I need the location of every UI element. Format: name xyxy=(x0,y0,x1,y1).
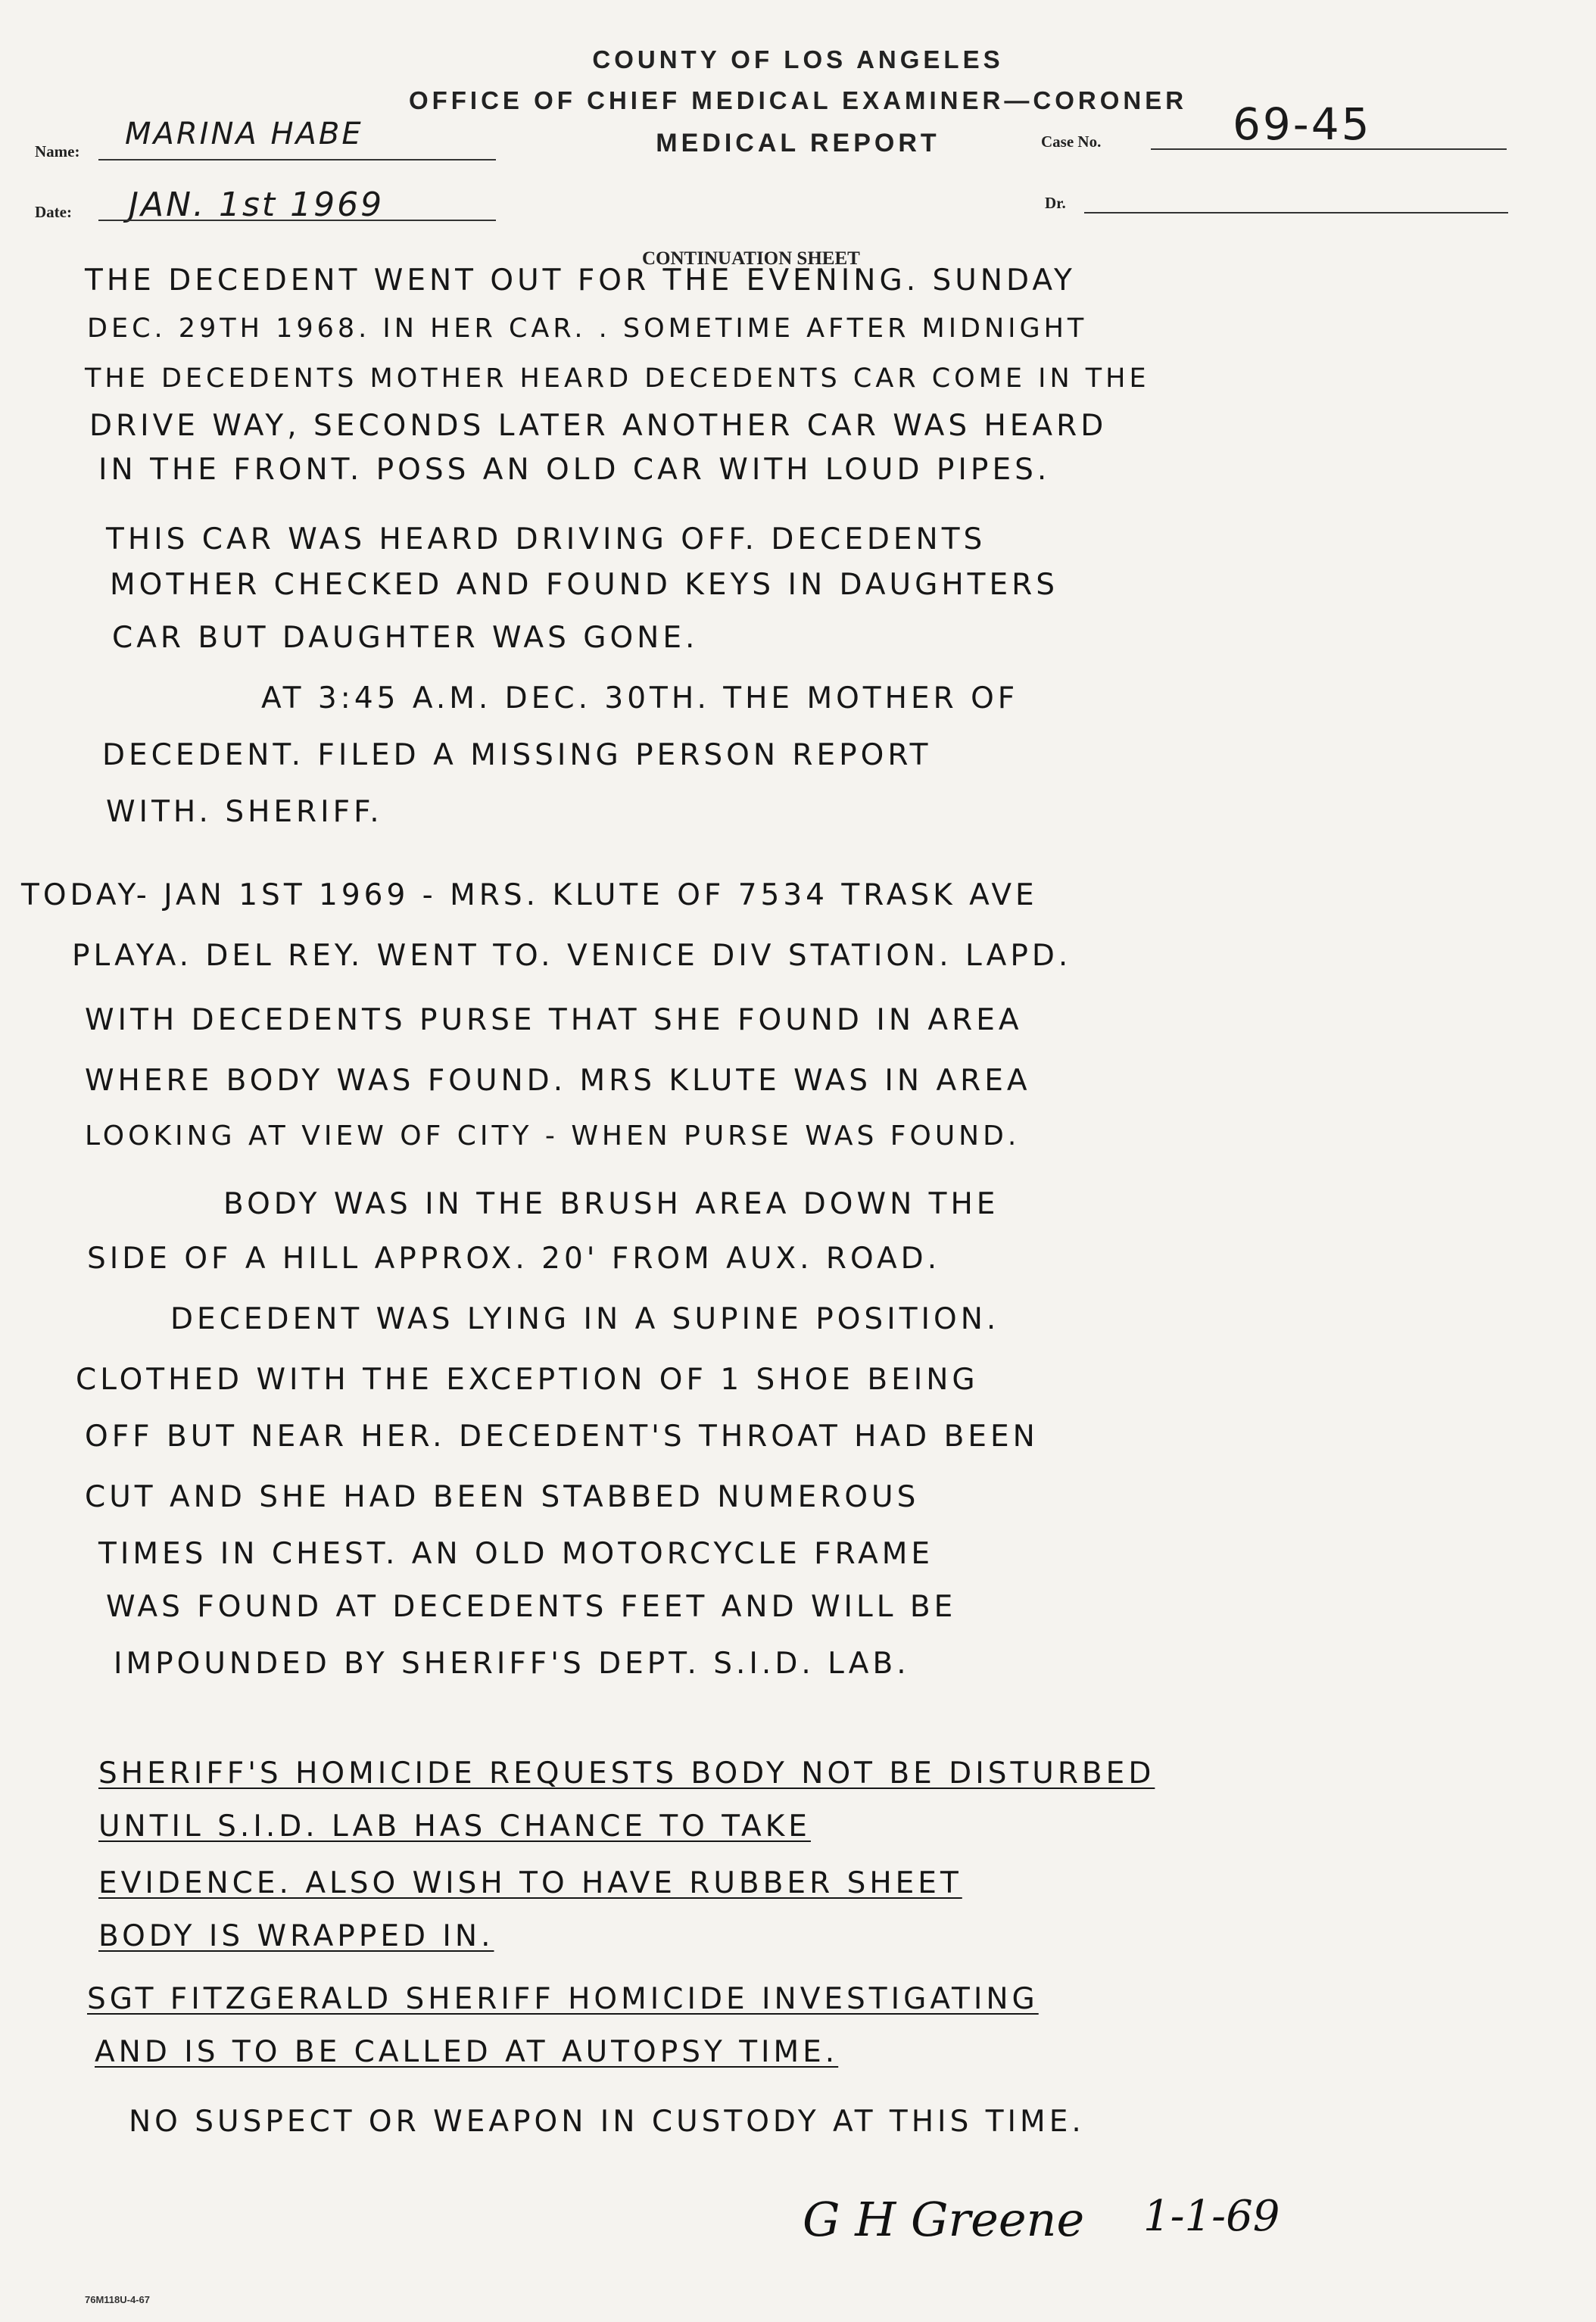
narrative-line: CLOTHED WITH THE EXCEPTION OF 1 SHOE BEING xyxy=(76,1363,979,1397)
narrative-line: TODAY- JAN 1ST 1969 - MRS. KLUTE OF 7534 TRASK AVE xyxy=(21,878,1038,912)
narrative-line: IMPOUNDED BY SHERIFF'S DEPT. S.I.D. LAB. xyxy=(114,1647,910,1681)
case-rule xyxy=(1151,148,1507,150)
narrative-line: THE DECEDENT WENT OUT FOR THE EVENING. SUNDAY xyxy=(85,263,1076,298)
narrative-line: TIMES IN CHEST. AN OLD MOTORCYCLE FRAME xyxy=(98,1537,934,1571)
narrative-line: LOOKING AT VIEW OF CITY - WHEN PURSE WAS FOUND. xyxy=(85,1120,1021,1152)
note-line: EVIDENCE. ALSO WISH TO HAVE RUBBER SHEET xyxy=(98,1866,962,1900)
note-line: SGT FITZGERALD SHERIFF HOMICIDE INVESTIGATING xyxy=(87,1982,1039,2016)
narrative-line: WHERE BODY WAS FOUND. MRS KLUTE WAS IN AREA xyxy=(85,1064,1031,1098)
note-line: SHERIFF'S HOMICIDE REQUESTS BODY NOT BE DISTURBED xyxy=(98,1756,1155,1791)
signature-name: G H Greene xyxy=(803,2192,1085,2247)
narrative-line: THE DECEDENTS MOTHER HEARD DECEDENTS CAR COME IN THE xyxy=(85,363,1150,394)
narrative-line: DRIVE WAY, SECONDS LATER ANOTHER CAR WAS HEARD xyxy=(89,409,1108,443)
narrative-line: PLAYA. DEL REY. WENT TO. VENICE DIV STATION. LAPD. xyxy=(72,939,1072,973)
date-label: Date: xyxy=(35,203,72,221)
dr-rule xyxy=(1084,212,1508,213)
narrative-line: DECEDENT WAS LYING IN A SUPINE POSITION. xyxy=(170,1302,1000,1336)
county-heading: COUNTY OF LOS ANGELES xyxy=(592,45,1004,73)
narrative-line: OFF BUT NEAR HER. DECEDENT'S THROAT HAD BEEN xyxy=(85,1420,1039,1454)
name-label: Name: xyxy=(35,142,80,161)
narrative-line: CAR BUT DAUGHTER WAS GONE. xyxy=(112,621,699,655)
narrative-line: CUT AND SHE HAD BEEN STABBED NUMEROUS xyxy=(85,1480,920,1514)
narrative-line: AT 3:45 A.M. DEC. 30TH. THE MOTHER OF xyxy=(261,681,1019,715)
narrative-line: WAS FOUND AT DECEDENTS FEET AND WILL BE xyxy=(106,1590,957,1624)
signature-date: 1-1-69 xyxy=(1143,2192,1280,2241)
note-line: BODY IS WRAPPED IN. xyxy=(98,1919,494,1953)
name-value: MARINA HABE xyxy=(125,117,363,151)
narrative-line: DEC. 29TH 1968. IN HER CAR. . SOMETIME AFTER MIDNIGHT xyxy=(87,313,1088,344)
date-value: JAN. 1st 1969 xyxy=(129,185,385,224)
narrative-line: THIS CAR WAS HEARD DRIVING OFF. DECEDENTS xyxy=(106,522,987,556)
note-line: NO SUSPECT OR WEAPON IN CUSTODY AT THIS TIME. xyxy=(129,2105,1085,2139)
name-rule xyxy=(98,159,496,161)
narrative-line: BODY WAS IN THE BRUSH AREA DOWN THE xyxy=(223,1187,999,1221)
note-line: UNTIL S.I.D. LAB HAS CHANCE TO TAKE xyxy=(98,1809,811,1844)
report-heading: MEDICAL REPORT xyxy=(656,129,940,157)
narrative-line: SIDE OF A HILL APPROX. 20' FROM AUX. ROAD. xyxy=(87,1242,941,1276)
narrative-line: WITH. SHERIFF. xyxy=(106,795,383,829)
narrative-line: DECEDENT. FILED A MISSING PERSON REPORT xyxy=(102,738,932,772)
form-number: 76M118U-4-67 xyxy=(85,2294,150,2305)
office-heading: OFFICE OF CHIEF MEDICAL EXAMINER—CORONER xyxy=(408,86,1188,114)
case-label: Case No. xyxy=(1041,132,1102,151)
narrative-line: WITH DECEDENTS PURSE THAT SHE FOUND IN AREA xyxy=(85,1003,1023,1037)
narrative-line: IN THE FRONT. POSS AN OLD CAR WITH LOUD PIPES. xyxy=(98,453,1051,487)
note-line: AND IS TO BE CALLED AT AUTOPSY TIME. xyxy=(95,2035,839,2069)
date-rule xyxy=(98,220,496,221)
narrative-line: MOTHER CHECKED AND FOUND KEYS IN DAUGHTERS xyxy=(110,568,1058,602)
dr-label: Dr. xyxy=(1045,194,1066,212)
case-value: 69-45 xyxy=(1233,98,1372,150)
continuation-sheet-title: CONTINUATION SHEET xyxy=(642,248,860,269)
